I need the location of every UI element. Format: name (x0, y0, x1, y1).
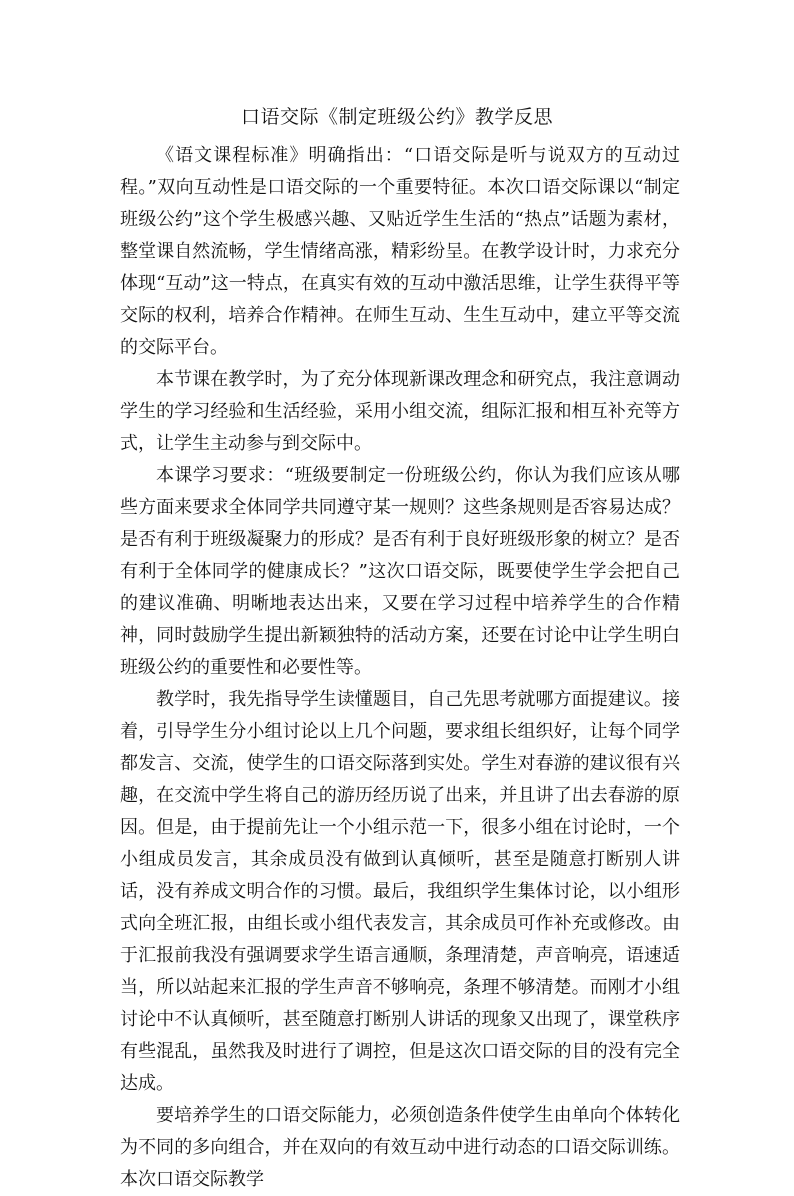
paragraph-2: 本节课在教学时，为了充分体现新课改理念和研究点，我注意调动学生的学习经验和生活经验，采用小组交流，组际汇报和相互补充等方式，让学生主动参与到交际中。 (120, 369, 680, 454)
document-body (120, 140, 680, 1196)
paragraph-3: 本课学习要求：“班级要制定一份班级公约，你认为我们应该从哪些方面来要求全体同学共同遵守某一规则？这些条规则是否容易达成？是否有利于班级凝聚力的形成？是否有利于良好班级形象的树立？是否有利于全体同学的健康成长？”这次口语交际，既要使学生学会把自己的建议准确、明晰地表达出来，又要在学习过程中培养学生的合作精神，同时鼓励学生提出新颖独特的活动方案，还要在讨论中让学生明白班级公约的重要性和必要性等。 (120, 465, 680, 678)
paragraph-1: 《语文课程标准》明确指出：“口语交际是听与说双方的互动过程。”双向互动性是口语交际的一个重要特征。本次口语交际课以“制定班级公约”这个学生极感兴趣、又贴近学生生活的“热点”话题为素材，整堂课自然流畅，学生情绪高涨，精彩纷呈。在教学设计时，力求充分体现“互动”这一特点，在真实有效的互动中激活思维，让学生获得平等交际的权利，培养合作精神。在师生互动、生生互动中，建立平等交流的交际平台。 (120, 145, 680, 358)
paragraph-4: 教学时，我先指导学生读懂题目，自己先思考就哪方面提建议。接着，引导学生分小组讨论以上几个问题，要求组长组织好，让每个同学都发言、交流，使学生的口语交际落到实处。学生对春游的建议很有兴趣，在交流中学生将自己的游历经历说了出来，并且讲了出去春游的原因。但是，由于提前先让一个小组示范一下，很多小组在讨论时，一个小组成员发言，其余成员没有做到认真倾听，甚至是随意打断别人讲话，没有养成文明合作的习惯。最后，我组织学生集体讨论，以小组形式向全班汇报，由组长或小组代表发言，其余成员可作补充或修改。由于汇报前我没有强调要求学生语言通顺，条理清楚，声音响亮，语速适当，所以站起来汇报的学生声音不够响亮，条理不够清楚。而刚才小组讨论中不认真倾听，甚至随意打断别人讲话的现象又出现了，课堂秩序有些混乱，虽然我及时进行了调控，但是这次口语交际的目的没有完全达成。 (120, 689, 680, 1094)
document-title: 口语交际《制定班级公约》教学反思 (240, 106, 553, 128)
paragraph-5: 要培养学生的口语交际能力，必须创造条件使学生由单向个体转化为不同的多向组合，并在双向的有效互动中进行动态的口语交际训练。本次口语交际教学 (120, 1105, 680, 1190)
